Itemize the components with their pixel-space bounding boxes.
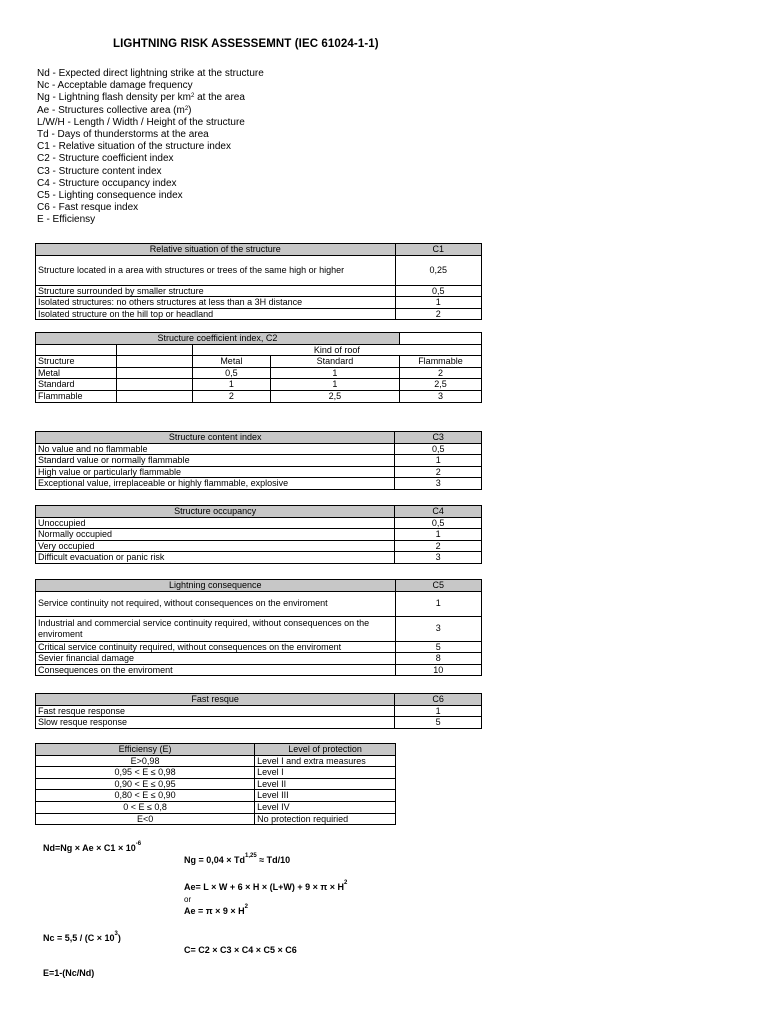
table-row: Standard value or normally flammable [36,455,395,467]
table-row: Industrial and commercial service continuity required, without consequences on the enviroment [36,616,396,641]
table-row: Service continuity not required, without consequences on the enviroment [36,591,396,616]
legend-item: C1 - Relative situation of the structure index [37,141,231,153]
table-row: Structure surrounded by smaller structure [36,285,396,297]
legend-item: C4 - Structure occupancy index [37,177,177,189]
table-row: Normally occupied [36,529,395,541]
table-row: E<0 [36,813,255,825]
c4-table: Structure occupancy C4 Unoccupied 0,5 Normally occupied 1 Very occupied 2 Difficult evacuation or panic risk 3 [35,505,482,564]
table-row: Difficult evacuation or panic risk [36,552,395,564]
c2-roof: Kind of roof [192,344,481,356]
table-row: Isolated structure on the hill top or headland [36,308,396,320]
legend-item: C5 - Lighting consequence index [37,190,183,202]
c5-table: Lightning consequence C5 Service continuity not required, without consequences on the enviroment 1 Industrial and commercial service continuity required, without consequences on the enviroment 3 Critical service continuity required, without consequences on the enviroment 5 Sevier financial damage 8 Consequences on the enviroment 10 [35,579,482,676]
formula-nd: $Nd=Ng \times Ae \times C1 \times 10^{-6}$ [43,841,142,853]
c1-header: Relative situation of the structure [36,244,396,256]
table-row: Flammable [36,390,117,402]
legend-item: Ng - Lightning flash density per $km^2$ at the area [37,92,245,104]
table-row: Very occupied [36,540,395,552]
c3-table: Structure content index C3 No value and no flammable 0,5 Standard value or normally flammable 1 High value or particularly flammable 2 Exceptional value, irreplaceable or highly flammable, explosive 3 [35,431,482,490]
legend-item: C3 - Structure content index [37,165,162,177]
formula-c: C= C2 × C3 × C4 × C5 × C6 [184,945,297,955]
formula-nc: $Nc = 5,5 / (C \times 10^3)$ [43,931,121,943]
legend-item: E - Efficiensy [37,214,96,226]
legend-item: Nd - Expected direct lightning strike at the structure [37,68,264,79]
table-row: Sevier financial damage [36,653,396,665]
formula-ng: Ng = 0,04 × Td$^{1,25}$ ≈ Td/10 [184,853,291,865]
c2-table: Structure coefficient index, C2 Kind of roof Structure Metal Standard Flammable Metal 0,5 1 2 Standard 1 1 2,5 Flammable 2 2,5 3 [35,332,482,403]
page-title: LIGHTNING RISK ASSESSEMNT (IEC 61024-1-1) [113,38,379,50]
formula-ae1: $Ae= L \times W + 6 \times H \times (L+W) + 9 \times \pi \times H^2$ [184,880,348,892]
legend-item: Td - Days of thunderstorms at the area [37,129,209,141]
table-row: Isolated structures: no others structures at less than a 3H distance [36,297,396,309]
formula-or: or [184,895,192,904]
table-row: E>0,98 [36,755,255,767]
formula-ae2: $Ae = \pi \times 9 \times H^2$ [184,904,249,916]
table-row: Standard [36,379,117,391]
table-row: No value and no flammable [36,443,395,455]
formula-e: E=1-(Nc/Nd) [43,968,95,978]
legend [37,68,264,227]
table-row: Fast resque response [36,705,395,717]
table-row: Structure located in a area with structures or trees of the same high or higher [36,255,396,285]
table-row: High value or particularly flammable [36,466,395,478]
table-row: Slow resque response [36,717,395,729]
table-row: Unoccupied [36,517,395,529]
table-row: 0,95 < E ≤ 0,98 [36,767,255,779]
table-row: Critical service continuity required, without consequences on the enviroment [36,641,396,653]
table-row: 0 < E ≤ 0,8 [36,801,255,813]
table-row: Consequences on the enviroment [36,664,396,676]
table-row: Exceptional value, irreplaceable or highly flammable, explosive [36,478,395,490]
c2-header: Structure coefficient index, C2 [36,333,400,345]
table-row: 0,80 < E ≤ 0,90 [36,790,255,802]
legend-item: Ae - Structures collective area $(m^2)$ [37,104,192,116]
efficiency-table: Efficiensy (E) Level of protection E>0,98 Level I and extra measures 0,95 < E ≤ 0,98 Level I 0,90 < E ≤ 0,95 Level II 0,80 < E ≤ 0,90 Level III 0 < E ≤ 0,8 Level IV E<0 No protection requiried [35,743,396,825]
c6-table: Fast resque C6 Fast resque response 1 Slow resque response 5 [35,693,482,729]
legend-item: C6 - Fast resque index [37,202,139,214]
c1-col: C1 [395,244,481,256]
legend-item: C2 - Structure coefficient index [37,153,174,165]
legend-item: Nc - Acceptable damage frequency [37,80,193,92]
table-row: 0,90 < E ≤ 0,95 [36,778,255,790]
table-row: Metal [36,367,117,379]
c1-table: Relative situation of the structure C1 Structure located in a area with structures or trees of the same high or higher 0,25 Structure surrounded by smaller structure 0,5 Isolated structures: no others structures at less than a 3H distance 1 Isolated structure on the hill top or headland 2 [35,243,482,320]
legend-item: L/W/H - Length / Width / Height of the structure [37,116,245,128]
